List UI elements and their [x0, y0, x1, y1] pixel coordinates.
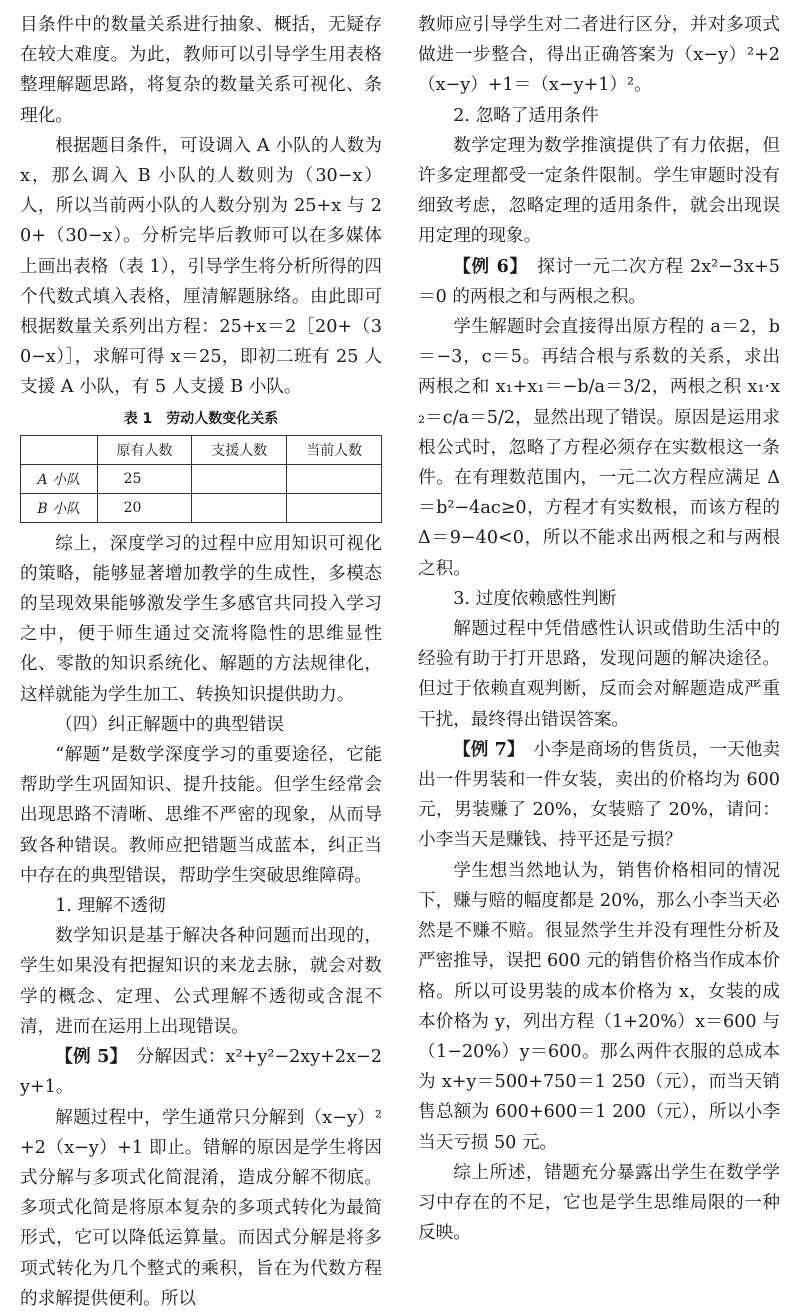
section-heading: （四）纠正解题中的典型错误 — [55, 714, 284, 735]
table-header-cell: 原有人数 — [97, 435, 192, 464]
table-cell — [287, 464, 382, 493]
paragraph-intro-continued: 目条件中的数量关系进行抽象、概括，无疑存在较大难度。为此，教师可以引导学生用表格整理解题思路，将复杂的数量关系可视化、条理化。 — [20, 15, 382, 126]
left-column — [20, 10, 382, 1314]
paragraph-conclusion: 综上所述，错题充分暴露出学生在数学学习中存在的不足，它也是学生思维局限的一种反映。 — [418, 1162, 780, 1244]
paragraph-sub1: 数学知识是基于解决各种问题而出现的，学生如果没有把握知识的来龙去脉，就会对数学的概念、定理、公式理解不透彻或含混不清，进而在运用上出现错误。 — [20, 926, 382, 1037]
paragraph-setup: 根据题目条件，可设调入 A 小队的人数为 x，那么调入 B 小队的人数则为（30−x）人，所以当前两小队的人数分别为 25+x 与 20+（30−x）。分析完毕后教师可以在多媒体上画出表格（表 1），引导学生将分析所得的四个代数式填入表格，厘清解题脉络。由此即可根据数量关系列出方程：25+x＝2［20+（30−x）］，求解可得 x＝25，即初二班有 25 人支援 A 小队，有 5 人支援 B 小队。 — [20, 135, 382, 398]
table-header-cell: 支援人数 — [192, 435, 287, 464]
example-text: 分解因式：x²+y²−2xy+2x−2y+1。 — [20, 1047, 382, 1098]
paragraph-sub3: 解题过程中凭借感性认识或借助生活中的经验有助于打开思路，发现问题的解决途径。但过于依赖直观判断，反而会对解题造成严重干扰，最终得出错误答案。 — [418, 619, 780, 730]
table-cell: B 小队 — [21, 493, 98, 522]
paragraph-ex5-analysis: 解题过程中，学生通常只分解到（x−y）²+2（x−y）+1 即止。错解的原因是学生将因式分解与多项式化简混淆，造成分解不彻底。多项式化简是将原本复杂的多项式转化为最简形式，它可以降低运算量。而因式分解是将多项式转化为几个整式的乘积，旨在为代数方程的求解提供便利。所以 — [20, 1107, 382, 1309]
table-cell: A 小队 — [21, 464, 98, 493]
example-label: 【例 5】 — [55, 1046, 119, 1068]
table-cell: 25 — [97, 464, 192, 493]
table-row — [21, 464, 382, 493]
table-caption: 表 1 劳动人数变化关系 — [123, 410, 279, 427]
subsection-heading: 3. 过度依赖感性判断 — [453, 588, 617, 609]
table-header-row — [21, 435, 382, 464]
table-cell — [192, 464, 287, 493]
example-5 — [20, 1042, 382, 1102]
example-7 — [418, 735, 780, 856]
table-cell — [192, 493, 287, 522]
table-row — [21, 493, 382, 522]
subsection-heading: 2. 忽略了适用条件 — [453, 105, 599, 126]
table-cell — [287, 493, 382, 522]
paragraph-section4: “解题”是数学深度学习的重要途径，它能帮助学生巩固知识、提升技能。但学生经常会出现思路不清晰、思维不严密的现象，从而导致各种错误。教师应把错题当成蓝本，纠正当中存在的典型错误，帮助学生突破思维障碍。 — [20, 745, 382, 886]
subsection-heading: 1. 理解不透彻 — [55, 896, 166, 917]
paragraph-summary: 综上，深度学习的过程中应用知识可视化的策略，能够显著增加教学的生成性，多模态的呈现效果能够激发学生多感官共同投入学习之中，便于师生通过交流将隐性的思维显性化、零散的知识系统化、解题的方法规律化，这样就能为学生加工、转换知识提供助力。 — [20, 533, 382, 705]
table-header-cell — [21, 435, 98, 464]
paragraph-sub2: 数学定理为数学推演提供了有力依据，但许多定理都受一定条件限制。学生审题时没有细致考虑，忽略定理的适用条件，就会出现误用定理的现象。 — [418, 135, 780, 247]
paragraph-ex5-continued: 教师应引导学生对二者进行区分，并对多项式做进一步整合，得出正确答案为（x−y）²+2（x−y）+1＝（x−y+1）²。 — [418, 15, 780, 96]
table-cell: 20 — [97, 493, 192, 522]
table-header-cell: 当前人数 — [287, 435, 382, 464]
paragraph-ex7-analysis: 学生想当然地认为，销售价格相同的情况下，赚与赔的幅度都是 20%，那么小李当天必然是不赚不赔。很显然学生并没有理性分析及严密推导，误把 600 元的销售价格当作成本价格。所以可设男装的成本价格为 x，女装的成本价格为 y，列出方程（1+20%）x＝600 与（1−20%）y＝600。那么两件衣服的总成本为 x+y＝500+750＝1 250（元），而当天销售总额为 600+600＝1 200（元），所以小李当天亏损 50 元。 — [418, 860, 780, 1153]
labor-table — [20, 435, 382, 523]
example-label: 【例 7】 — [453, 738, 516, 760]
example-text: 小李是商场的售货员，一天他卖出一件男装和一件女装，卖出的价格均为 600 元，男装赚了 20%，女装赔了 20%，请问：小李当天是赚钱、持平还是亏损？ — [418, 739, 780, 851]
example-label: 【例 6】 — [453, 255, 520, 277]
right-column — [418, 10, 780, 1248]
paragraph-ex6-analysis: 学生解题时会直接得出原方程的 a＝2，b＝−3，c＝5。再结合根与系数的关系，求出两根之和 x₁+x₁＝−b/a＝3/2，两根之积 x₁·x₂＝c/a＝5/2，显然出现了错误。原因是运用求根公式时，忽略了方程必须存在实数根这一条件。在有理数范围内，一元二次方程应满足 Δ＝b²−4ac≥0，方程才有实数根，而该方程的 Δ＝9−40<0，所以不能求出两根之和与两根之积。 — [418, 317, 780, 579]
example-6 — [418, 252, 780, 312]
example-text: 探讨一元二次方程 2x²−3x+5＝0 的两根之和与两根之积。 — [418, 256, 780, 307]
